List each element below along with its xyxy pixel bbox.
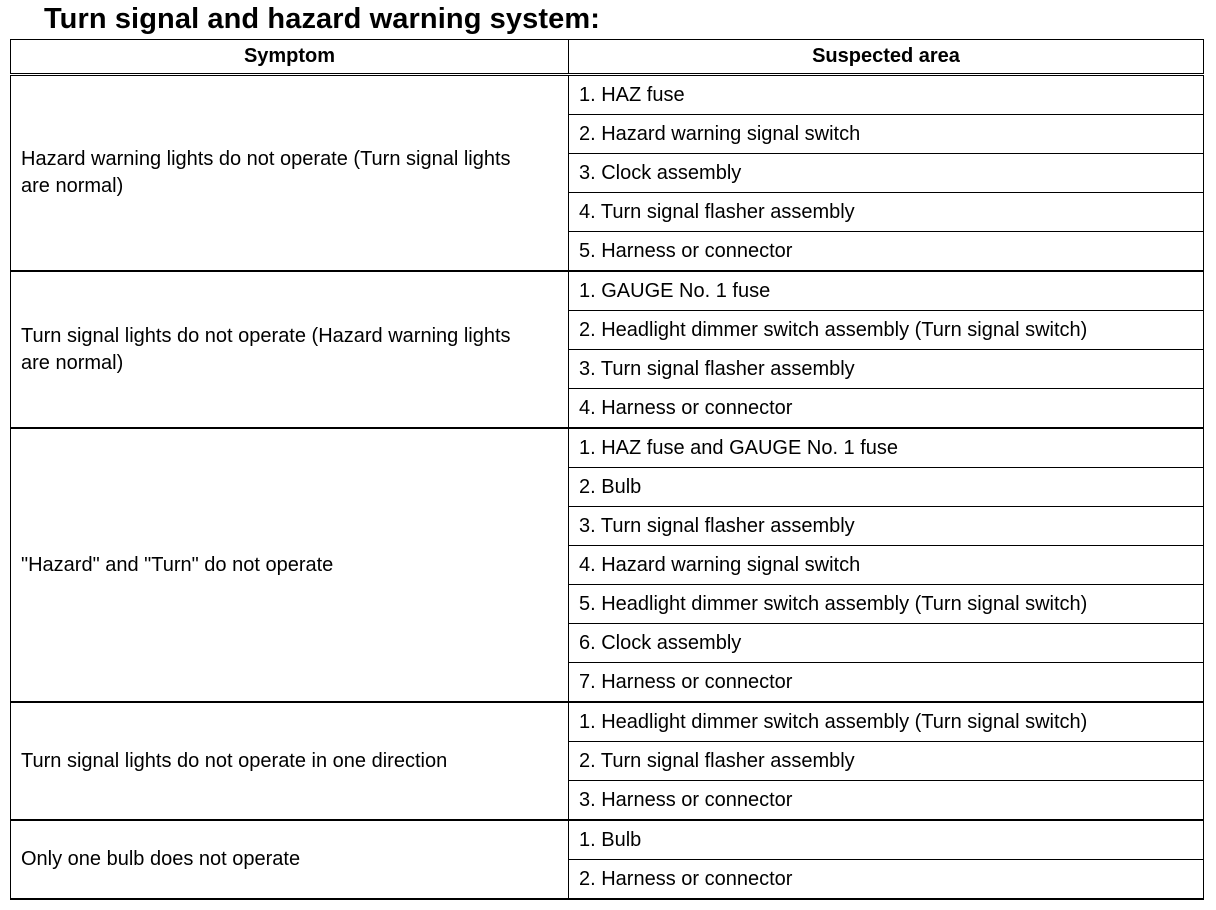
suspected-area-cell: 2. Bulb (569, 468, 1204, 507)
symptom-cell: Hazard warning lights do not operate (Turn signal lights are normal) (11, 75, 569, 272)
suspected-area-cell: 4. Hazard warning signal switch (569, 546, 1204, 585)
table-row (11, 702, 1204, 742)
suspected-area-cell: 3. Turn signal flasher assembly (569, 507, 1204, 546)
suspected-area-cell: 5. Headlight dimmer switch assembly (Turn signal switch) (569, 585, 1204, 624)
suspected-area-cell: 2. Headlight dimmer switch assembly (Turn signal switch) (569, 311, 1204, 350)
suspected-area-cell: 4. Harness or connector (569, 389, 1204, 429)
suspected-area-cell: 2. Hazard warning signal switch (569, 115, 1204, 154)
suspected-area-cell: 2. Harness or connector (569, 860, 1204, 900)
suspected-area-cell: 2. Turn signal flasher assembly (569, 742, 1204, 781)
table-body (11, 75, 1204, 900)
table-row (11, 75, 1204, 115)
suspected-area-cell: 3. Clock assembly (569, 154, 1204, 193)
diagnosis-table (10, 39, 1204, 900)
suspected-area-cell: 3. Harness or connector (569, 781, 1204, 821)
suspected-area-cell: 1. GAUGE No. 1 fuse (569, 271, 1204, 311)
table-row (11, 820, 1204, 860)
suspected-area-cell: 1. Bulb (569, 820, 1204, 860)
header-row (11, 40, 1204, 75)
symptom-cell: Only one bulb does not operate (11, 820, 569, 899)
table-row (11, 271, 1204, 311)
suspected-area-cell: 1. Headlight dimmer switch assembly (Turn signal switch) (569, 702, 1204, 742)
suspected-area-cell: 1. HAZ fuse and GAUGE No. 1 fuse (569, 428, 1204, 468)
suspected-area-cell: 4. Turn signal flasher assembly (569, 193, 1204, 232)
symptom-column-header: Symptom (11, 40, 569, 75)
table-header (11, 40, 1204, 75)
symptom-cell: "Hazard" and "Turn" do not operate (11, 428, 569, 702)
symptom-cell: Turn signal lights do not operate in one direction (11, 702, 569, 820)
symptom-cell: Turn signal lights do not operate (Hazard warning lights are normal) (11, 271, 569, 428)
table-row (11, 428, 1204, 468)
suspected-area-cell: 1. HAZ fuse (569, 75, 1204, 115)
suspected-area-column-header: Suspected area (569, 40, 1204, 75)
page-title: Turn signal and hazard warning system: (44, 3, 600, 35)
suspected-area-cell: 5. Harness or connector (569, 232, 1204, 272)
suspected-area-cell: 7. Harness or connector (569, 663, 1204, 703)
suspected-area-cell: 6. Clock assembly (569, 624, 1204, 663)
suspected-area-cell: 3. Turn signal flasher assembly (569, 350, 1204, 389)
